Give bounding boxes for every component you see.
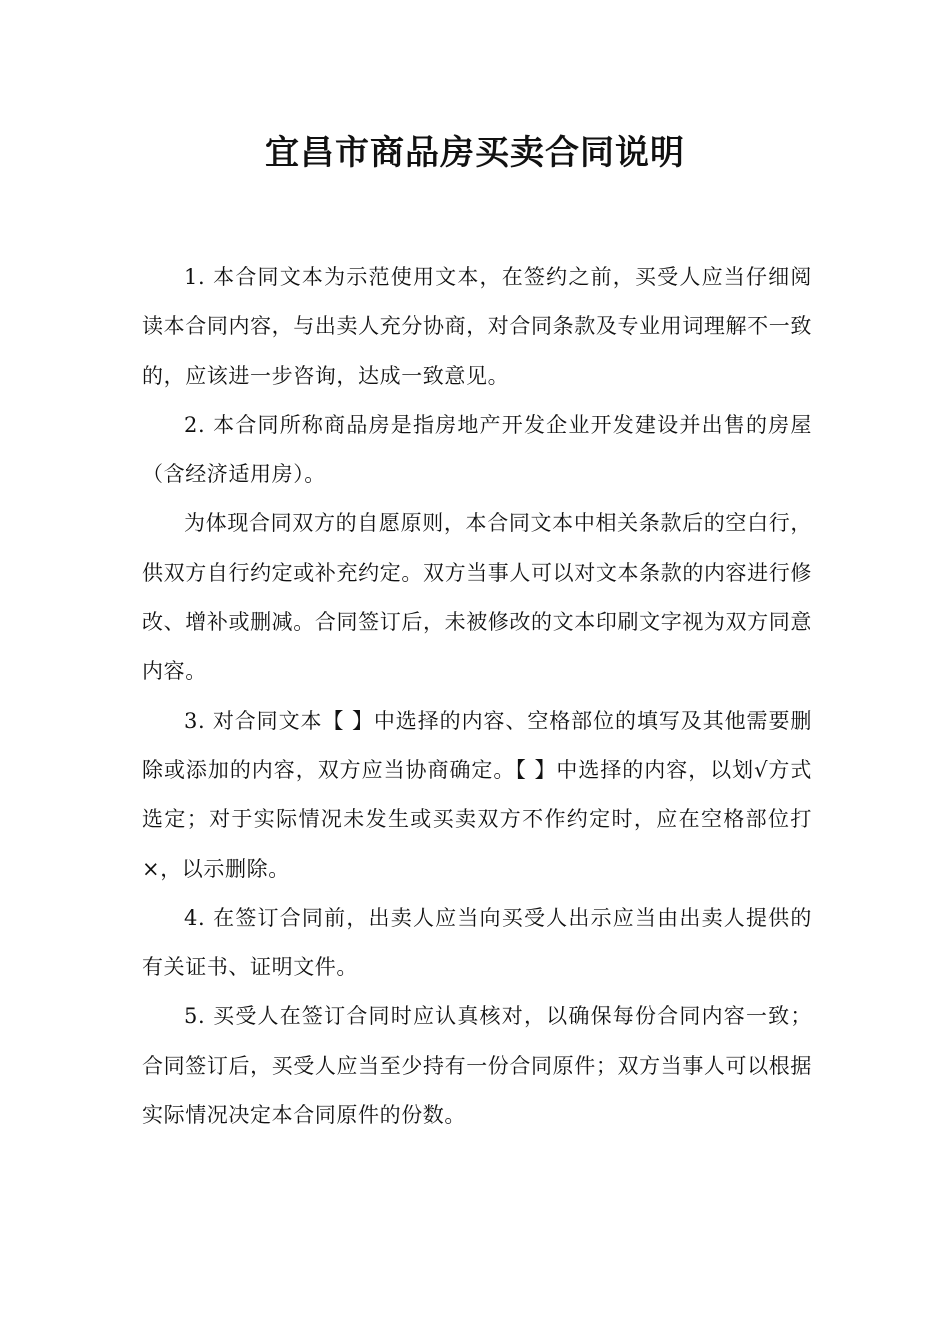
document-body [142, 253, 812, 1140]
paragraph-3: 为体现合同双方的自愿原则，本合同文本中相关条款后的空白行，供双方自行约定或补充约定。双方当事人可以对文本条款的内容进行修改、增补或删减。合同签订后，未被修改的文本印刷文字视为双方同意内容。 [142, 511, 812, 684]
paragraph-2: 2. 本合同所称商品房是指房地产开发企业开发建设并出售的房屋（含经济适用房）。 [142, 412, 812, 487]
paragraph-1: 1. 本合同文本为示范使用文本，在签约之前，买受人应当仔细阅读本合同内容，与出卖人充分协商，对合同条款及专业用词理解不一致的，应该进一步咨询，达成一致意见。 [142, 265, 812, 388]
paragraph-5: 4. 在签订合同前，出卖人应当向买受人出示应当由出卖人提供的有关证书、证明文件。 [142, 905, 812, 980]
paragraph-6: 5. 买受人在签订合同时应认真核对，以确保每份合同内容一致；合同签订后，买受人应当至少持有一份合同原件；双方当事人可以根据实际情况决定本合同原件的份数。 [142, 1004, 812, 1128]
paragraph-4: 3. 对合同文本【 】中选择的内容、空格部位的填写及其他需要删除或添加的内容，双方应当协商确定。【 】中选择的内容，以划√方式选定；对于实际情况未发生或买卖双方不作约定时，应在空格部位打×，以示删除。 [142, 708, 812, 881]
document-title: 宜昌市商品房买卖合同说明 [265, 133, 685, 173]
